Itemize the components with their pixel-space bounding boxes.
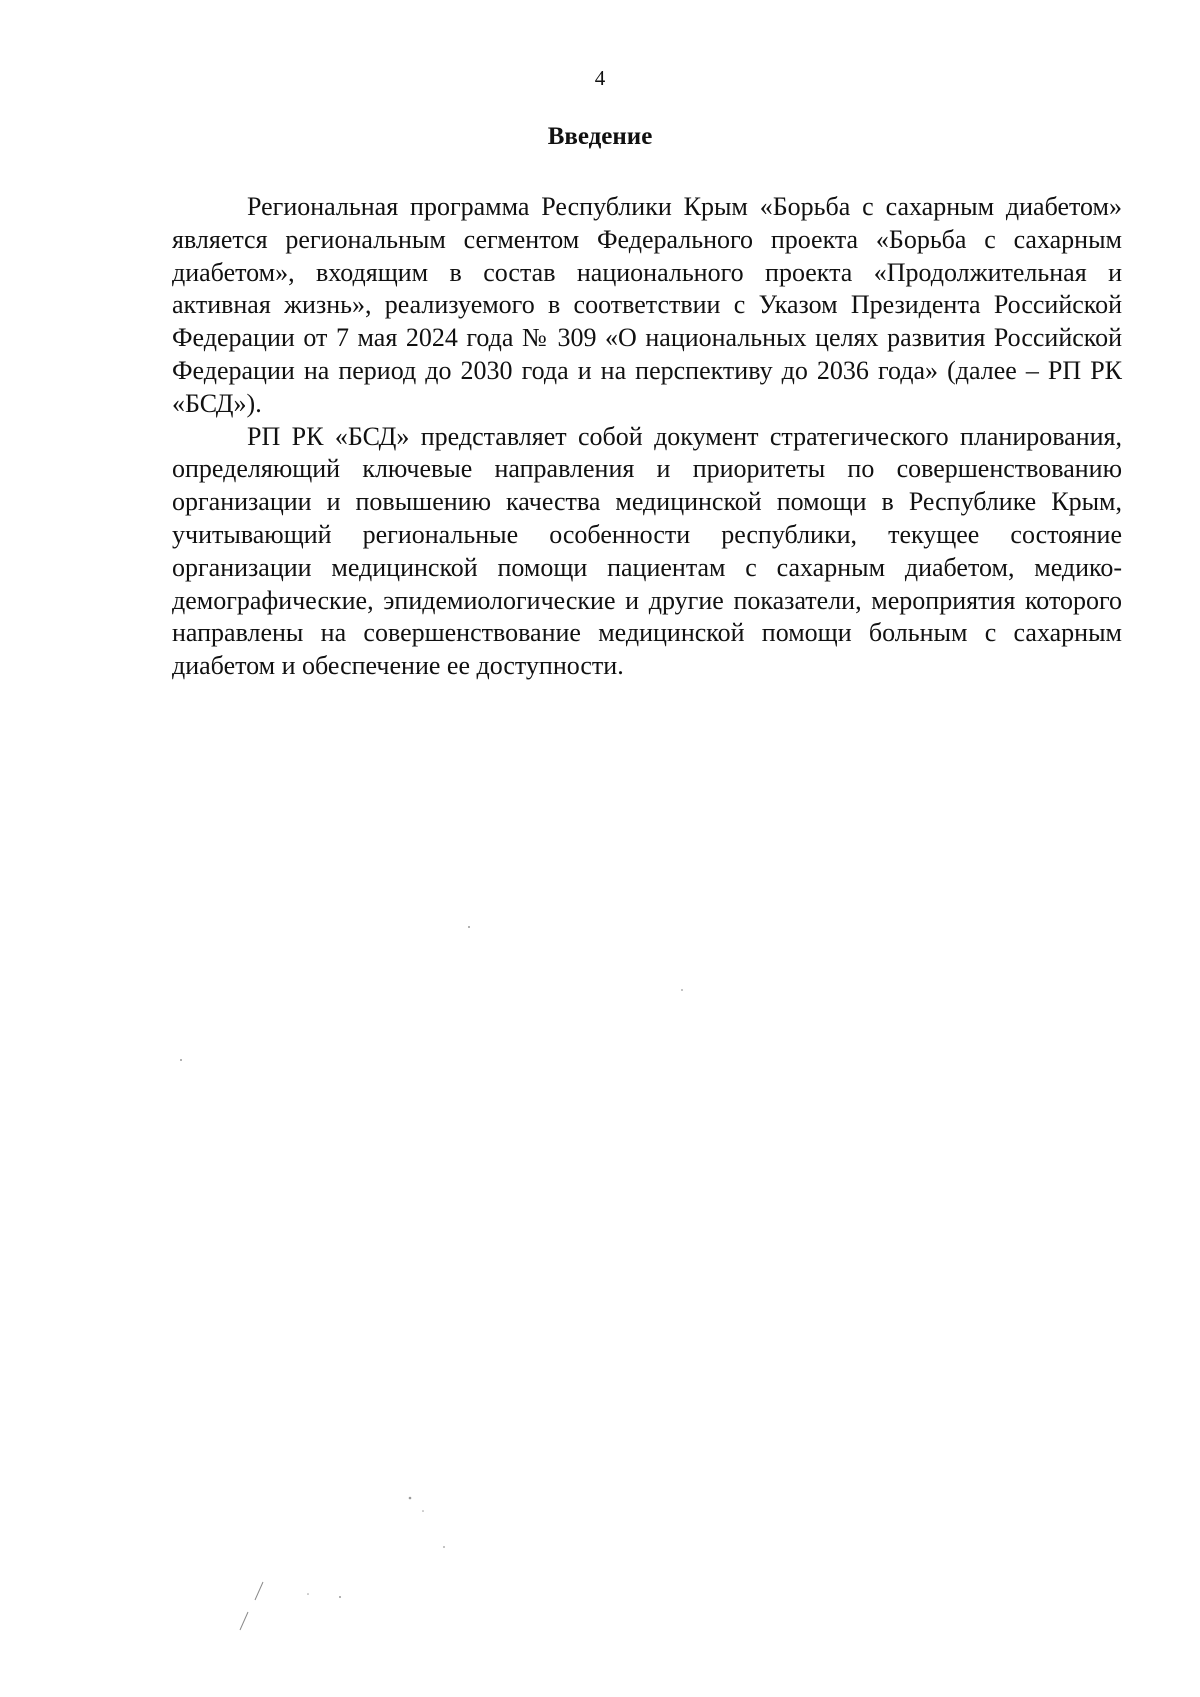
section-heading: Введение: [547, 123, 653, 150]
body-text: [172, 191, 1122, 683]
page-number: 4: [594, 66, 606, 90]
paragraph-strategic-document: РП РК «БСД» представляет собой документ стратегического планирования, определяющий ключевые направления и приоритеты по совершенствованию организации и повышению качества медицинской помощи в Республике Крым, учитывающий региональные особенности республики, текущее состояние организации медицинской помощи пациентам с сахарным диабетом, медико-демографические, эпидемиологические и другие показатели, мероприятия которого направлены на совершенствование медицинской помощи больным с сахарным диабетом и обеспечение ее доступности.: [172, 421, 1122, 681]
paragraph-program-description: Региональная программа Республики Крым «Борьба с сахарным диабетом» является региональным сегментом Федерального проекта «Борьба с сахарным диабетом», входящим в состав национального проекта «Продолжительная и активная жизнь», реализуемого в соответствии с Указом Президента Российской Федерации от 7 мая 2024 года № 309 «О национальных целях развития Российской Федерации на период до 2030 года и на перспективу до 2036 года» (далее – РП РК «БСД»).: [172, 192, 1122, 418]
